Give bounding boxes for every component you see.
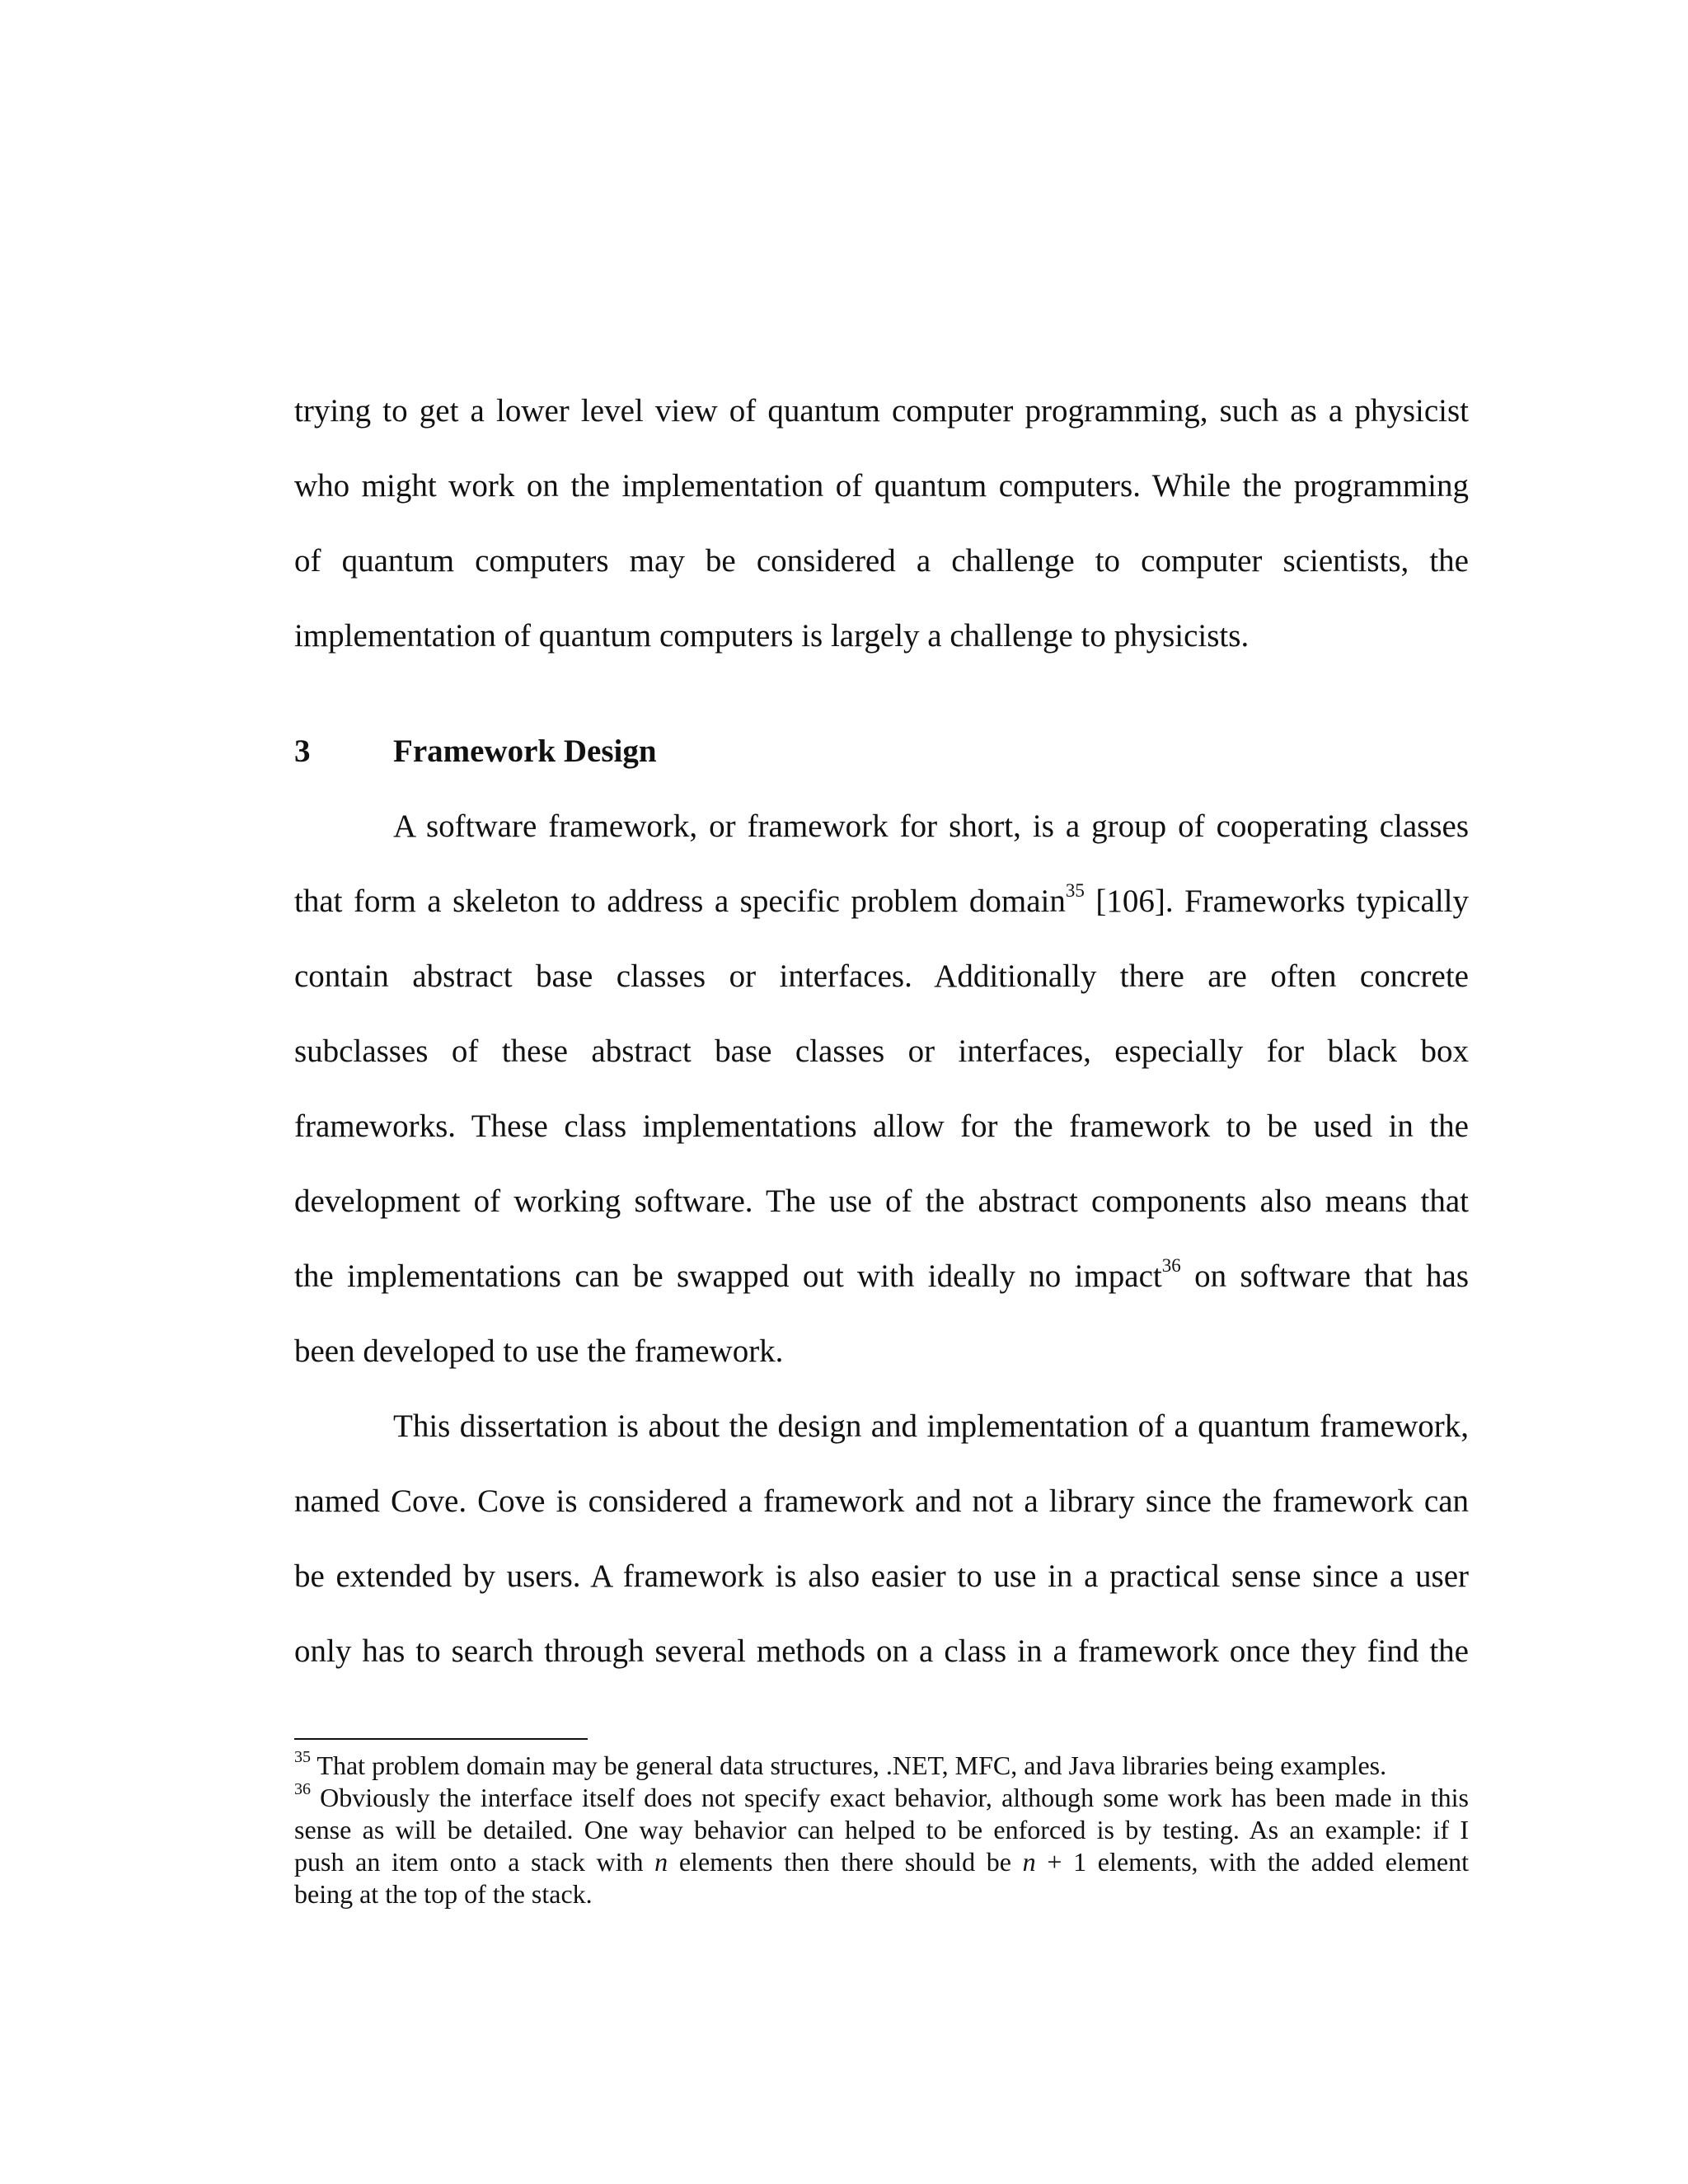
section-title: Framework Design (393, 733, 657, 769)
footnote-36-line: sense as will be detailed. One way behavior can helped to be enforced is by testing. As an example: if I (294, 1815, 1469, 1844)
body-text-line: This dissertation is about the design and implementation of a quantum framework, (393, 1408, 1469, 1444)
footnote-ref-36[interactable]: 36 (1161, 1255, 1181, 1276)
footnote-text: That problem domain may be general data structures, .NET, MFC, and Java libraries being examples. (311, 1750, 1387, 1780)
body-text-line: only has to search through several methods on a class in a framework once they find the (294, 1633, 1469, 1669)
body-text-line: A software framework, or framework for short, is a group of cooperating classes (393, 808, 1469, 844)
body-text-line: be extended by users. A framework is also easier to use in a practical sense since a user (294, 1558, 1469, 1594)
text-span: that form a skeleton to address a specific problem domain (294, 883, 1066, 919)
body-text-line: trying to get a lower level view of quantum computer programming, such as a physicist (294, 393, 1469, 429)
body-text-line: of quantum computers may be considered a challenge to computer scientists, the (294, 543, 1469, 579)
footnote-text: Obviously the interface itself does not specify exact behavior, although some work has been made in this (311, 1783, 1469, 1812)
section-number: 3 (294, 733, 311, 769)
footnote-ref-35[interactable]: 35 (1065, 880, 1085, 901)
math-variable: n (1022, 1847, 1036, 1877)
footnote-mark: 36 (294, 1780, 311, 1799)
text-span: on software that has (1180, 1258, 1469, 1294)
body-text-line: development of working software. The use of the abstract components also means that (294, 1183, 1469, 1219)
body-text-line: subclasses of these abstract base classes or interfaces, especially for black box (294, 1033, 1469, 1069)
body-text-line: implementation of quantum computers is largely a challenge to physicists. (294, 618, 1250, 654)
math-variable: n (654, 1847, 668, 1877)
body-text-line: been developed to use the framework. (294, 1333, 784, 1369)
text-span: the implementations can be swapped out with ideally no impact (294, 1258, 1162, 1294)
footnote-mark: 35 (294, 1748, 311, 1767)
footnote-text: + 1 elements, with the added element (1035, 1847, 1470, 1877)
body-text-line: frameworks. These class implementations allow for the framework to be used in the (294, 1108, 1469, 1144)
body-text-line: who might work on the implementation of quantum computers. While the programming (294, 468, 1469, 504)
footnote-text: push an item onto a stack with (294, 1847, 655, 1877)
text-span: [106]. Frameworks typically (1084, 883, 1469, 919)
body-text-line: named Cove. Cove is considered a framework and not a library since the framework can (294, 1483, 1469, 1519)
footnote-text: elements then there should be (668, 1847, 1023, 1877)
footnote-36-line: being at the top of the stack. (294, 1879, 593, 1909)
footnote-36-line (294, 1846, 1469, 1878)
body-text-line: contain abstract base classes or interfaces. Additionally there are often concrete (294, 958, 1469, 994)
footnote-separator (294, 1738, 588, 1740)
footnote-35 (294, 1750, 1469, 1782)
body-text-line (294, 882, 1469, 921)
body-text-line (294, 1257, 1469, 1296)
footnote-36-line (294, 1782, 1469, 1814)
